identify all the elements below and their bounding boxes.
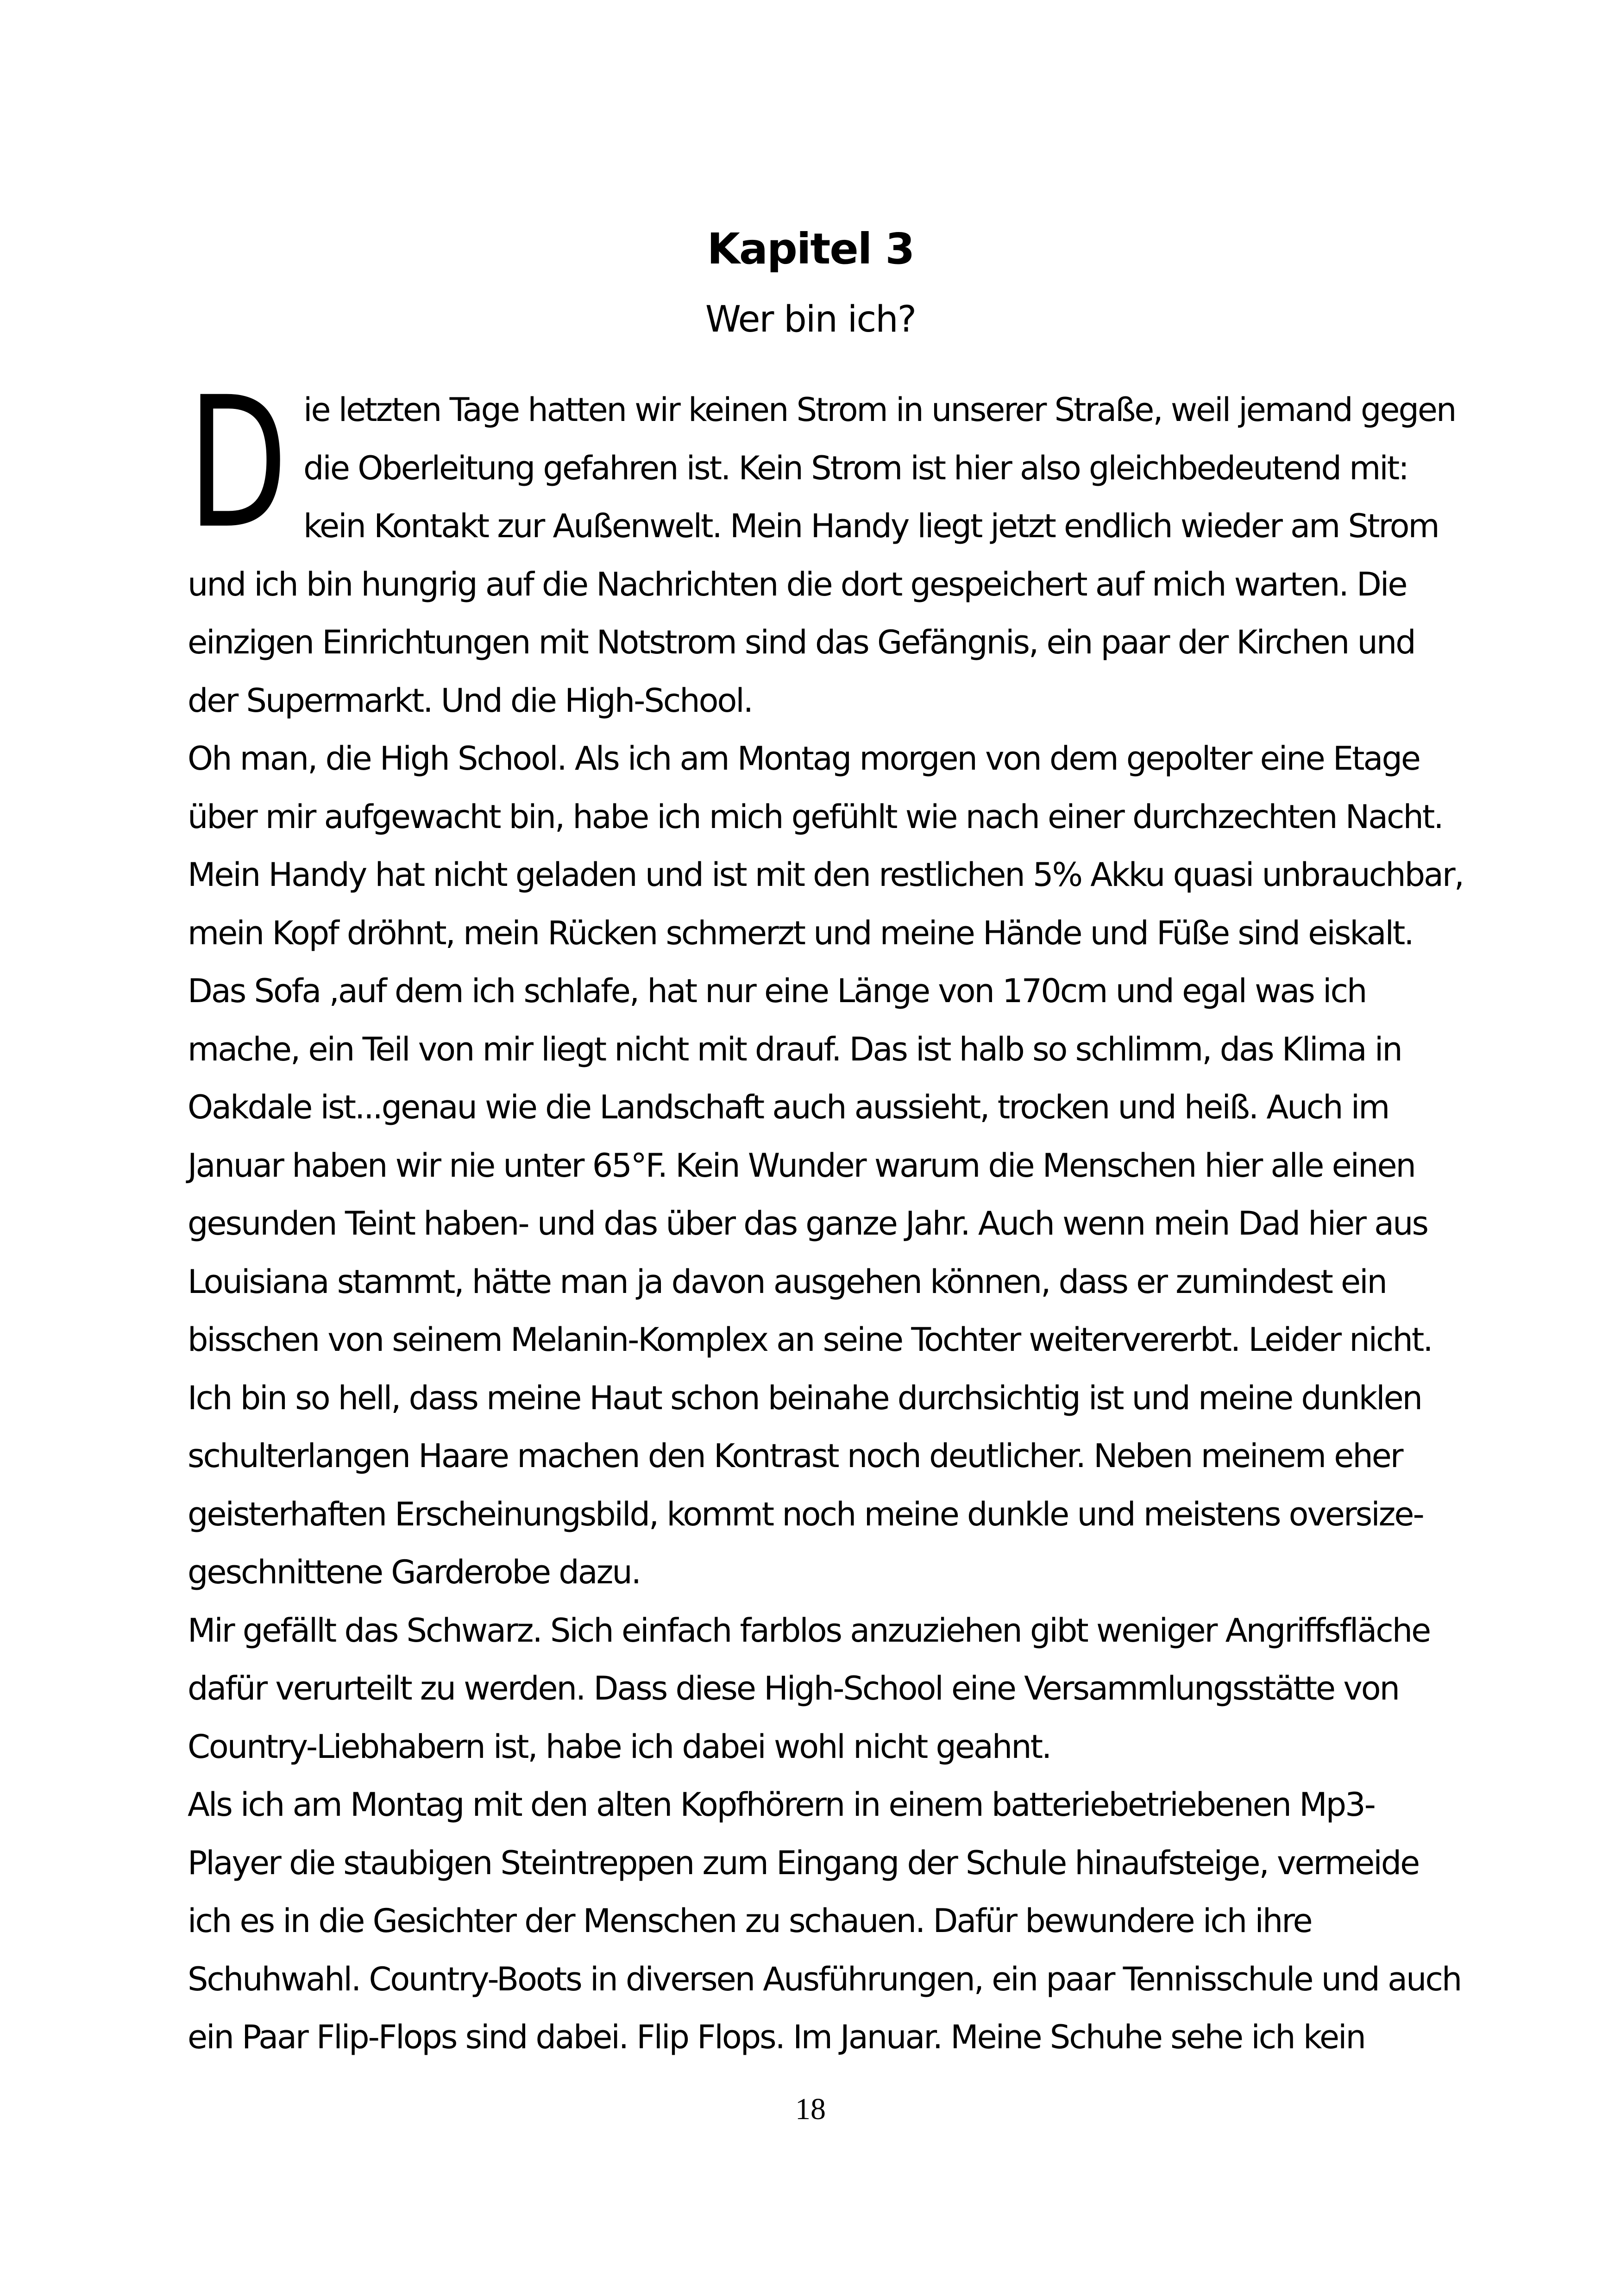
text-line: und ich bin hungrig auf die Nachrichten die dort gespeichert auf mich warten. Die [188,565,1407,603]
text-line: ein Paar Flip-Flops sind dabei. Flip Flops. Im Januar. Meine Schuhe sehe ich kein [188,2018,1365,2056]
text-line: ich es in die Gesichter der Menschen zu schauen. Dafür bewundere ich ihre [188,1902,1312,1940]
text-line: der Supermarkt. Und die High-School. [188,681,752,720]
page-number: 18 [795,2092,826,2126]
text-line: Oakdale ist...genau wie die Landschaft auch aussieht, trocken und heiß. Auch im [188,1088,1389,1126]
text-line: Louisiana stammt, hätte man ja davon ausgehen können, dass er zumindest ein [188,1262,1386,1301]
text-line: Mein Handy hat nicht geladen und ist mit den restlichen 5% Akku quasi unbrauchbar, [188,856,1463,894]
text-line: Schuhwahl. Country-Boots in diversen Ausführungen, ein paar Tennisschule und auch [188,1960,1461,1998]
text-line: kein Kontakt zur Außenwelt. Mein Handy liegt jetzt endlich wieder am Strom [303,507,1439,545]
chapter-body [188,381,1470,2067]
text-line: mache, ein Teil von mir liegt nicht mit drauf. Das ist halb so schlimm, das Klima in [188,1030,1401,1068]
text-line: geschnittene Garderobe dazu. [188,1553,640,1591]
text-line: schulterlangen Haare machen den Kontrast noch deutlicher. Neben meinem eher [188,1437,1402,1475]
text-line: Ich bin so hell, dass meine Haut schon beinahe durchsichtig ist und meine dunklen [188,1379,1422,1417]
text-line: ie letzten Tage hatten wir keinen Strom in unserer Straße, weil jemand gegen [303,391,1456,429]
text-line: einzigen Einrichtungen mit Notstrom sind das Gefängnis, ein paar der Kirchen und [188,623,1415,661]
text-line: Das Sofa ,auf dem ich schlafe, hat nur eine Länge von 170cm und egal was ich [188,972,1366,1010]
text-line: die Oberleitung gefahren ist. Kein Strom ist hier also gleichbedeutend mit: [303,449,1408,487]
text-line: gesunden Teint haben- und das über das ganze Jahr. Auch wenn mein Dad hier aus [188,1204,1427,1242]
chapter-subtitle: Wer bin ich? [705,299,916,340]
text-line: geisterhaften Erscheinungsbild, kommt noch meine dunkle und meistens oversize- [188,1495,1423,1533]
text-line: mein Kopf dröhnt, mein Rücken schmerzt und meine Hände und Füße sind eiskalt. [188,914,1413,952]
text-line: dafür verurteilt zu werden. Dass diese High-School eine Versammlungsstätte von [188,1669,1399,1707]
text-line: Mir gefällt das Schwarz. Sich einfach farblos anzuziehen gibt weniger Angriffsfläche [188,1611,1430,1650]
text-line: über mir aufgewacht bin, habe ich mich gefühlt wie nach einer durchzechten Nacht. [188,797,1443,836]
text-line: Player die staubigen Steintreppen zum Eingang der Schule hinaufsteige, vermeide [188,1844,1419,1882]
text-line: Oh man, die High School. Als ich am Montag morgen von dem gepolter eine Etage [188,740,1420,778]
drop-cap-letter: D [188,358,285,568]
text-line: Januar haben wir nie unter 65°F. Kein Wunder warum die Menschen hier alle einen [188,1146,1415,1185]
text-line: bisschen von seinem Melanin-Komplex an seine Tochter weitervererbt. Leider nicht. [188,1321,1432,1359]
chapter-title: Kapitel 3 [707,224,914,274]
text-line: Country-Liebhabern ist, habe ich dabei wohl nicht geahnt. [188,1727,1051,1766]
text-line: Als ich am Montag mit den alten Kopfhörern in einem batteriebetriebenen Mp3- [188,1786,1375,1824]
